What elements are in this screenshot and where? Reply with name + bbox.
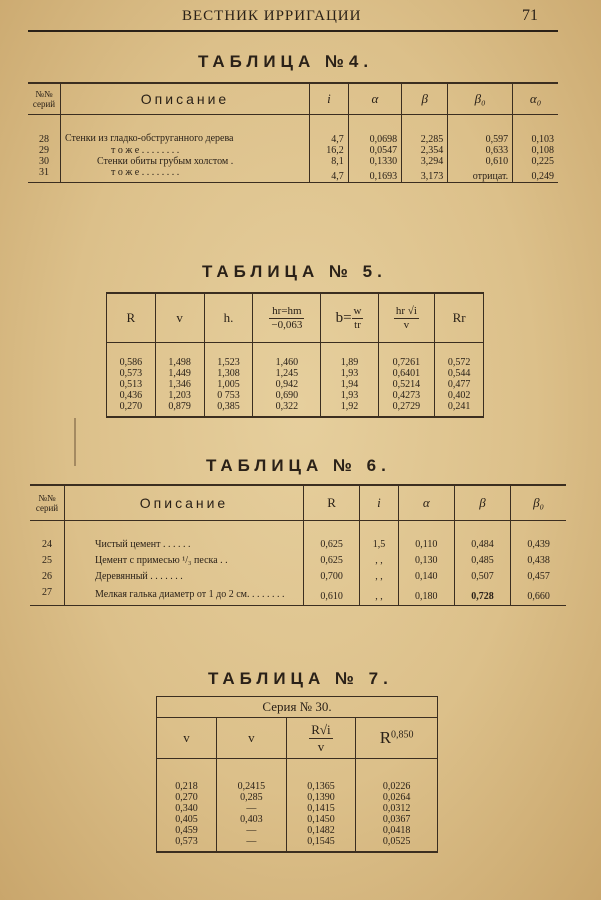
t5-cell: 1,346 bbox=[155, 379, 204, 390]
t4-col-series: №№ серий bbox=[28, 83, 61, 115]
t7-col-v2: v bbox=[217, 718, 287, 759]
t7-cell: 0,0525 bbox=[356, 836, 438, 852]
t6-cell: Мелкая галька диаметр от 1 до 2 см. . . . . . . . bbox=[65, 585, 304, 606]
t5-b-bot: tr bbox=[354, 318, 361, 331]
table4 bbox=[28, 82, 558, 183]
t4-cell: 0,1330 bbox=[348, 156, 401, 167]
t7-cell: 0,270 bbox=[175, 792, 198, 803]
t5-cell: 0,402 bbox=[435, 390, 484, 401]
t7-cell: 0,0367 bbox=[356, 814, 438, 825]
t5-cell: 0,385 bbox=[204, 401, 253, 417]
t4-cell: 4,7 bbox=[310, 115, 349, 146]
t5-cell: 0,586 bbox=[119, 357, 143, 368]
t4-cell: 30 bbox=[39, 156, 49, 167]
table6-caption: ТАБЛИЦА № 6. bbox=[206, 456, 391, 475]
page-fold-shadow bbox=[74, 418, 76, 466]
table-row bbox=[30, 585, 566, 606]
table-row bbox=[157, 825, 438, 836]
table6 bbox=[30, 484, 566, 606]
t5-cell: 1,89 bbox=[321, 343, 378, 369]
t4-cell: 29 bbox=[39, 145, 49, 156]
t6-cell: , , bbox=[360, 569, 398, 585]
t5-col-R: R bbox=[107, 293, 156, 343]
t5-cell: 1,94 bbox=[321, 379, 378, 390]
t4-col-alpha0: α₀ bbox=[513, 83, 558, 115]
t5-hrv-top: hr √i bbox=[395, 304, 417, 317]
t7-cell: 0,403 bbox=[217, 814, 287, 825]
t4-cell: 3,173 bbox=[402, 167, 448, 183]
t5-hr-bot: −0,063 bbox=[271, 318, 303, 331]
t7-cell: 0,218 bbox=[175, 781, 198, 792]
t4-col-description: Описание bbox=[61, 83, 310, 115]
t5-b-pre: b= bbox=[335, 309, 352, 326]
t5-cell: 0,4273 bbox=[378, 390, 435, 401]
table-row bbox=[157, 814, 438, 825]
t5-cell: 0,322 bbox=[253, 401, 321, 417]
table-row bbox=[28, 156, 558, 167]
t6-cell: 27 bbox=[42, 587, 52, 598]
t4-cell: 0,103 bbox=[513, 115, 558, 146]
table-row bbox=[107, 401, 484, 417]
header-rule bbox=[28, 30, 558, 32]
t7-cell: 0,459 bbox=[175, 825, 198, 836]
t7-col-rv bbox=[286, 718, 356, 759]
t5-col-h: h. bbox=[204, 293, 253, 343]
t6-cell: 0,110 bbox=[398, 521, 454, 554]
t5-cell: 0,573 bbox=[119, 368, 143, 379]
page-number: 71 bbox=[522, 7, 538, 24]
t5-cell: 1,523 bbox=[204, 343, 253, 369]
t7-cell: 0,1415 bbox=[286, 803, 356, 814]
t4-cell: 8,1 bbox=[310, 156, 349, 167]
t4-cell: 3,294 bbox=[402, 156, 448, 167]
table-row bbox=[107, 368, 484, 379]
t6-cell: Цемент с примесью ¹/₃ песка . . bbox=[65, 553, 304, 569]
t6-cell: 24 bbox=[42, 539, 52, 550]
t7-col-r850 bbox=[356, 718, 438, 759]
t5-col-hrv bbox=[378, 293, 435, 343]
t5-col-hr bbox=[253, 293, 321, 343]
t5-cell: 1,93 bbox=[321, 368, 378, 379]
t6-cell: 0,485 bbox=[454, 553, 510, 569]
t7-cell: 0,0226 bbox=[356, 759, 438, 793]
table-row bbox=[157, 759, 438, 793]
t7-rv-top: R√i bbox=[311, 721, 331, 737]
t4-cell: 0,610 bbox=[448, 156, 513, 167]
t5-cell: 1,449 bbox=[155, 368, 204, 379]
t4-cell: Стенки обиты грубым холстом . bbox=[61, 156, 310, 167]
t7-cell: 0,405 bbox=[175, 814, 198, 825]
t5-col-v: v bbox=[155, 293, 204, 343]
t4-cell: 0,225 bbox=[513, 156, 558, 167]
t4-cell: 0,0547 bbox=[348, 145, 401, 156]
table-row bbox=[157, 836, 438, 852]
table-row bbox=[157, 803, 438, 814]
t5-cell: 0,5214 bbox=[378, 379, 435, 390]
t5-cell: 0,477 bbox=[435, 379, 484, 390]
t7-col-v1: v bbox=[157, 718, 217, 759]
t5-cell: 0,513 bbox=[119, 379, 143, 390]
t5-cell: 0,7261 bbox=[378, 343, 435, 369]
t6-cell: 1,5 bbox=[360, 521, 398, 554]
t4-cell: Стенки из гладко-обструганного дерева bbox=[61, 115, 310, 146]
table-row bbox=[28, 115, 558, 146]
t6-cell: 0,140 bbox=[398, 569, 454, 585]
t5-cell: 0,241 bbox=[435, 401, 484, 417]
t6-col-beta: β bbox=[454, 485, 510, 521]
t5-cell: 1,005 bbox=[204, 379, 253, 390]
t5-hrv-formula bbox=[394, 305, 419, 332]
t5-cell: 0,879 bbox=[155, 401, 204, 417]
t7-rv-bot: v bbox=[317, 738, 325, 754]
t4-cell: отрицат. bbox=[448, 167, 513, 183]
t5-hr-top: hr=hm bbox=[269, 305, 304, 319]
t4-cell: 0,1693 bbox=[348, 167, 401, 183]
t4-cell: т о ж е . . . . . . . . bbox=[61, 145, 310, 156]
t5-cell: 0,942 bbox=[253, 379, 321, 390]
t7-cell: 0,1545 bbox=[286, 836, 356, 852]
t6-col-alpha: α bbox=[398, 485, 454, 521]
t6-cell: , , bbox=[360, 553, 398, 569]
t5-b-formula bbox=[352, 305, 364, 332]
table7-caption: ТАБЛИЦА № 7. bbox=[208, 669, 393, 688]
t5-cell: 0,544 bbox=[435, 368, 484, 379]
t5-cell: 0,436 bbox=[119, 390, 143, 401]
t7-cell: — bbox=[217, 803, 287, 814]
t5-col-Rr: Rr bbox=[435, 293, 484, 343]
t6-col-series: №№ серий bbox=[30, 485, 65, 521]
t5-cell: 0,2729 bbox=[378, 401, 435, 417]
t5-cell: 1,308 bbox=[204, 368, 253, 379]
t5-b-top: w bbox=[353, 304, 362, 317]
t7-cell: 0,1365 bbox=[286, 759, 356, 793]
t7-rv-formula bbox=[309, 722, 332, 755]
t7-series-title: Серия № 30. bbox=[157, 697, 438, 718]
t4-cell: 0,633 bbox=[448, 145, 513, 156]
table-row bbox=[30, 521, 566, 554]
t7-cell: 0,573 bbox=[175, 836, 198, 847]
t4-cell: 0,249 bbox=[513, 167, 558, 183]
t7-cell: 0,1482 bbox=[286, 825, 356, 836]
t6-cell: 0,507 bbox=[454, 569, 510, 585]
t6-cell: 0,610 bbox=[304, 585, 360, 606]
t6-cell: 0,484 bbox=[454, 521, 510, 554]
t5-cell: 1,203 bbox=[155, 390, 204, 401]
t4-cell: 31 bbox=[39, 167, 49, 178]
t4-cell: 0,108 bbox=[513, 145, 558, 156]
table-row bbox=[30, 569, 566, 585]
table4-caption: ТАБЛИЦА №4. bbox=[198, 52, 374, 71]
t5-cell: 0,270 bbox=[119, 401, 143, 412]
table-row bbox=[28, 167, 558, 183]
table7 bbox=[156, 696, 438, 853]
t6-col-description: Описание bbox=[65, 485, 304, 521]
t7-cell: 0,340 bbox=[175, 803, 198, 814]
t7-cell: 0,0418 bbox=[356, 825, 438, 836]
t6-cell: 0,625 bbox=[304, 521, 360, 554]
t5-cell: 1,92 bbox=[321, 401, 378, 417]
t4-col-beta0: β₀ bbox=[448, 83, 513, 115]
t6-col-beta0: β₀ bbox=[511, 485, 566, 521]
t4-col-i: i bbox=[310, 83, 349, 115]
t6-col-R: R bbox=[304, 485, 360, 521]
t4-cell: 2,354 bbox=[402, 145, 448, 156]
t6-cell: Деревянный . . . . . . . bbox=[65, 569, 304, 585]
t5-col-b bbox=[321, 293, 378, 343]
table-row bbox=[107, 390, 484, 401]
table-row bbox=[157, 792, 438, 803]
t7-cell: 0,1450 bbox=[286, 814, 356, 825]
t7-cell: 0,0264 bbox=[356, 792, 438, 803]
t6-cell: 0,180 bbox=[398, 585, 454, 606]
table-row bbox=[30, 553, 566, 569]
t7-cell: — bbox=[217, 825, 287, 836]
table-row bbox=[28, 145, 558, 156]
t5-cell: 1,460 bbox=[253, 343, 321, 369]
t7-cell: 0,2415 bbox=[217, 759, 287, 793]
t6-cell: 0,625 bbox=[304, 553, 360, 569]
t5-cell: 0 753 bbox=[204, 390, 253, 401]
t5-cell: 1,245 bbox=[253, 368, 321, 379]
table-row bbox=[107, 343, 484, 369]
t6-cell: 0,700 bbox=[304, 569, 360, 585]
t6-cell: 0,457 bbox=[511, 569, 566, 585]
table5-caption: ТАБЛИЦА № 5. bbox=[202, 262, 387, 281]
t5-cell: 0,6401 bbox=[378, 368, 435, 379]
t4-cell: 16,2 bbox=[310, 145, 349, 156]
t4-cell: 0,0698 bbox=[348, 115, 401, 146]
t6-cell: 0,439 bbox=[511, 521, 566, 554]
t6-cell: 0,438 bbox=[511, 553, 566, 569]
t5-cell: 0,572 bbox=[435, 343, 484, 369]
t4-col-beta: β bbox=[402, 83, 448, 115]
t7-r850-base: R bbox=[379, 728, 392, 747]
t6-cell: 0,660 bbox=[511, 585, 566, 606]
t7-cell: — bbox=[217, 836, 287, 852]
t5-cell: 1,93 bbox=[321, 390, 378, 401]
t7-cell: 0,285 bbox=[217, 792, 287, 803]
running-title: ВЕСТНИК ИРРИГАЦИИ bbox=[182, 8, 362, 24]
t5-hr-formula bbox=[269, 305, 304, 332]
t6-cell: , , bbox=[360, 585, 398, 606]
t7-r850-exp: 0,850 bbox=[391, 729, 414, 741]
t6-col-i: i bbox=[360, 485, 398, 521]
t6-cell: 26 bbox=[42, 571, 52, 582]
t6-cell: 25 bbox=[42, 555, 52, 566]
t5-cell: 1,498 bbox=[155, 343, 204, 369]
t4-col-alpha: α bbox=[348, 83, 401, 115]
t4-cell: 28 bbox=[39, 134, 49, 145]
t4-cell: 0,597 bbox=[448, 115, 513, 146]
t4-cell: т о ж е . . . . . . . . bbox=[61, 167, 310, 183]
t7-cell: 0,1390 bbox=[286, 792, 356, 803]
t6-cell: Чистый цемент . . . . . . bbox=[65, 521, 304, 554]
table-row bbox=[107, 379, 484, 390]
t6-cell: 0,728 bbox=[454, 585, 510, 606]
t4-cell: 2,285 bbox=[402, 115, 448, 146]
t6-cell: 0,130 bbox=[398, 553, 454, 569]
t7-cell: 0,0312 bbox=[356, 803, 438, 814]
t5-hrv-bot: v bbox=[403, 318, 410, 331]
table5 bbox=[106, 292, 484, 418]
t5-cell: 0,690 bbox=[253, 390, 321, 401]
t4-cell: 4,7 bbox=[310, 167, 349, 183]
